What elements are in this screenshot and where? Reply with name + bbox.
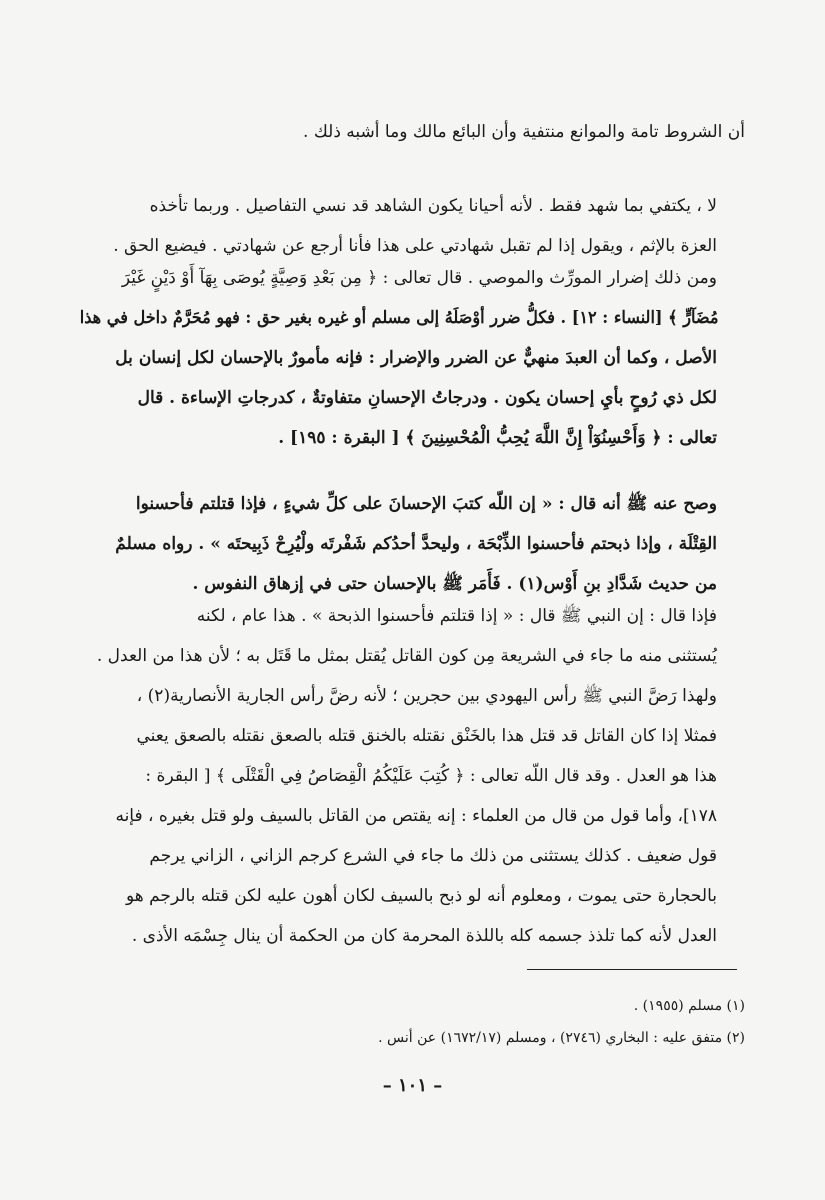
text-line: فإذا قال : إن النبي ﷺ قال : « إذا قتلتم فأحسنوا الذبحة » . هذا عام ، لكنه	[196, 606, 717, 626]
text-line: الأصل ، وكما أن العبدَ منهيٌّ عن الضرر والإضرار : فإنه مأمورٌ بالإحسان لكل إنسان بل	[115, 348, 717, 368]
text-line: يُستثنى منه ما جاء في الشريعة مِن كون القاتل يُقتل بمثل ما قَتَل به ؛ لأن هذا من العدل .	[96, 646, 717, 666]
text-line: العزة بالإثم ، ويقول إذا لم تقبل شهادتي على هذا فأنا أرجع عن شهادتي . فيضيع الحق .	[113, 236, 717, 256]
paragraph-3	[80, 258, 745, 458]
footnote-1: (١) مسلم (١٩٥٥) .	[633, 998, 745, 1014]
text-line: لا ، يكتفي بما شهد فقط . لأنه أحيانا يكون الشاهد قد نسي التفاصيل . وربما تأخذه	[149, 196, 717, 216]
footnote-2: (٢) متفق عليه : البخاري (٢٧٤٦) ، ومسلم (١٦٧٢/١٧) عن أنس .	[378, 1030, 745, 1046]
text-line: مُضَآرٍّ ﴾ [النساء : ١٢] . فكلُّ ضرر أوْصَلَهُ إلى مسلم أو غيره بغير حق : فهو مُحَرَّمٌ داخل في هذا	[79, 308, 719, 328]
page-number: – ١٠١ –	[382, 1075, 443, 1096]
footnote-divider	[527, 969, 737, 970]
text-line: فمثلا إذا كان القاتل قد قتل هذا بالخَنْق نقتله بالخنق قتله بالصعق نقتله بالصعق يعني	[136, 726, 717, 746]
text-line: بالحجارة حتى يموت ، ومعلوم أنه لو ذبح بالسيف لكان أهون عليه لكن قتله بالرجم هو	[125, 886, 717, 906]
text-line: وصح عنه ﷺ أنه قال : « إن اللّه كتبَ الإحسانَ على كلِّ شيءٍ ، فإذا قتلتم فأحسنوا	[135, 494, 717, 514]
text-line: هذا هو العدل . وقد قال اللّه تعالى : ﴿ كُتِبَ عَلَيْكُمُ الْقِصَاصُ فِي الْقَتْلَى ﴾ [ البقرة :	[145, 766, 717, 786]
text-line: العدل لأنه كما تلذذ جسمه كله باللذة المحرمة كان من الحكمة أن ينال جِسْمَه الأذى .	[131, 926, 717, 946]
paragraph-2	[80, 186, 745, 266]
body-text	[80, 112, 745, 152]
paragraph-1	[80, 112, 745, 152]
text-line: من حديث شَدَّادِ بنِ أَوْس(١) . فَأَمَر ﷺ بالإحسان حتى في إزهاق النفوس .	[192, 574, 717, 594]
text-line: ولهذا رَضَّ النبي ﷺ رأس اليهودي بين حجرين ؛ لأنه رضَّ رأس الجارية الأنصارية(٢) ،	[136, 686, 717, 706]
text-line: القِتْلَة ، وإذا ذبحتم فأحسنوا الذِّبْحَة ، وليحدَّ أحدُكم شَفْرتَه ولْيُرِحْ ذَبِيحتَه » . رواه مسلمٌ	[115, 534, 717, 554]
paragraph-4	[80, 484, 745, 604]
text-line: لكل ذي رُوحٍ بأيِ إحسان يكون . ودرجاتُ الإحسانِ متفاوتةٌ ، كدرجاتِ الإساءة . قال	[137, 388, 717, 408]
text-line: ١٧٨]، وأما قول من قال من العلماء : إنه يقتص من القاتل بالسيف ولو قتل بغيره ، فإنه	[115, 806, 717, 826]
text-line: تعالى : ﴿ وَأَحْسِنُوٓاْ إِنَّ اللَّهَ يُحِبُّ الْمُحْسِنِينَ ﴾ [ البقرة : ١٩٥] .	[278, 428, 717, 448]
paragraph-5	[80, 596, 745, 956]
text-line: أن الشروط تامة والموانع منتفية وأن البائع مالك وما أشبه ذلك .	[303, 122, 745, 142]
text-line: قول ضعيف . كذلك يستثنى من ذلك ما جاء في الشرع كرجم الزاني ، الزاني يرجم	[149, 846, 717, 866]
text-line: ومن ذلك إضرار المورِّث والموصي . قال تعالى : ﴿ مِن بَعْدِ وَصِيَّةٍ يُوصَى بِهَآ أَوْ دَيْنٍ غَيْرَ	[121, 268, 717, 288]
footnotes	[80, 990, 745, 1054]
